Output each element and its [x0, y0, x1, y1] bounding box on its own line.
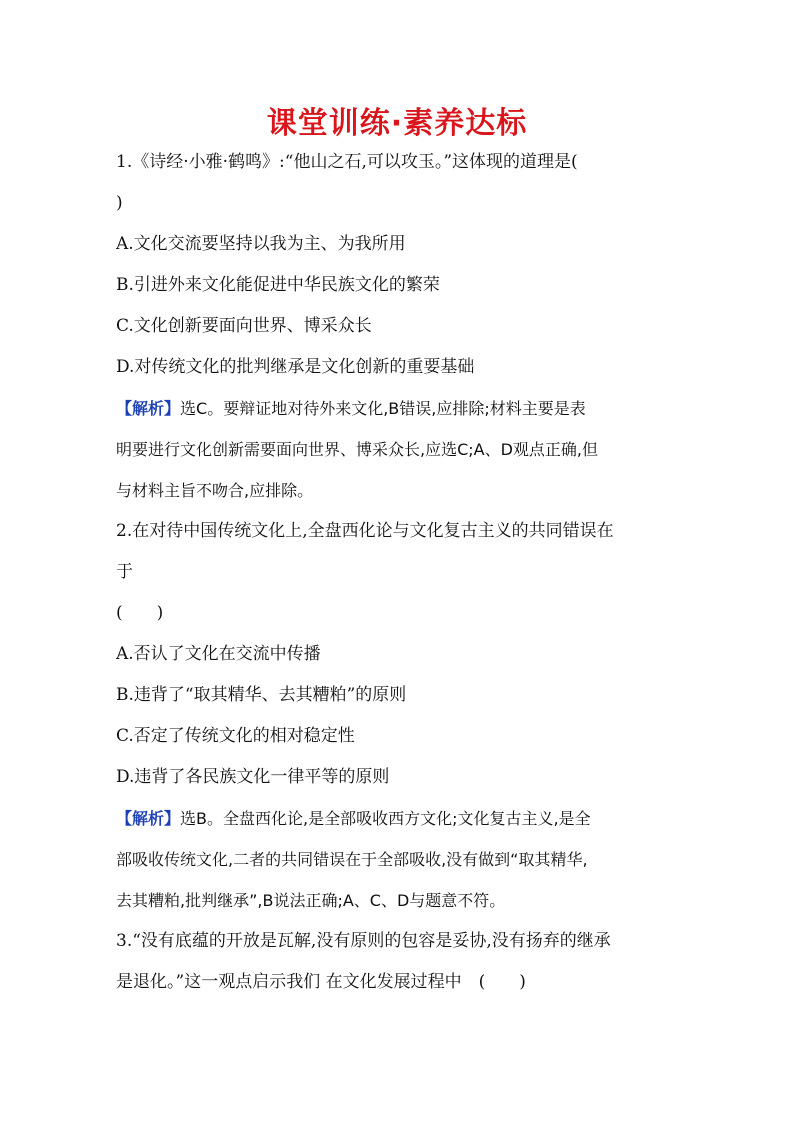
analysis-tag: 【解析】 — [116, 809, 181, 828]
question-3-stem-line-1: 3.“没有底蕴的开放是瓦解,没有原则的包容是妥协,没有扬弃的继承 — [116, 931, 611, 951]
question-2-option-b: B.违背了“取其精华、去其糟粕”的原则 — [116, 685, 407, 705]
question-2-option-a: A.否认了文化在交流中传播 — [116, 644, 321, 664]
question-2-stem-line-3: ( ) — [116, 603, 164, 623]
question-2-option-c: C.否定了传统文化的相对稳定性 — [116, 726, 355, 746]
question-1-stem-line-2: ) — [116, 193, 123, 213]
question-1-analysis-line-3: 与材料主旨不吻合,应排除。 — [116, 481, 314, 500]
question-2-analysis-line-2: 部吸收传统文化,二者的共同错误在于全部吸收,没有做到“取其精华, — [116, 850, 588, 869]
question-3-stem-line-2: 是退化。”这一观点启示我们 在文化发展过程中 ( ) — [116, 972, 526, 992]
page-title: 课堂训练·素养达标 — [266, 106, 528, 141]
question-1-stem-line-1: 1.《诗经·小雅·鹤鸣》:“他山之石,可以攻玉。”这体现的道理是( — [116, 152, 578, 172]
question-2-option-d: D.违背了各民族文化一律平等的原则 — [116, 767, 390, 787]
analysis-text: 选C。要辩证地对待外来文化,B错误,应排除;材料主要是表 — [180, 399, 586, 418]
question-1-option-c: C.文化创新要面向世界、博采众长 — [116, 316, 372, 336]
question-2-analysis-line-1 — [116, 798, 688, 839]
question-2-stem-line-2: 于 — [116, 562, 133, 582]
question-2-analysis-line-3: 去其糟粕,批判继承”,B说法正确;A、C、D与题意不符。 — [116, 891, 506, 910]
question-list — [116, 142, 688, 1003]
question-1-option-b: B.引进外来文化能促进中华民族文化的繁荣 — [116, 275, 440, 295]
question-1-option-a: A.文化交流要坚持以我为主、为我所用 — [116, 234, 406, 254]
analysis-text: 选B。全盘西化论,是全部吸收西方文化;文化复古主义,是全 — [180, 809, 591, 828]
question-1-option-d: D.对传统文化的批判继承是文化创新的重要基础 — [116, 357, 475, 377]
question-1-analysis-line-1 — [116, 388, 688, 429]
question-1-analysis-line-2: 明要进行文化创新需要面向世界、博采众长,应选C;A、D观点正确,但 — [116, 440, 599, 459]
analysis-tag: 【解析】 — [116, 399, 181, 418]
question-2-stem-line-1: 2.在对待中国传统文化上,全盘西化论与文化复古主义的共同错误在 — [116, 521, 614, 541]
